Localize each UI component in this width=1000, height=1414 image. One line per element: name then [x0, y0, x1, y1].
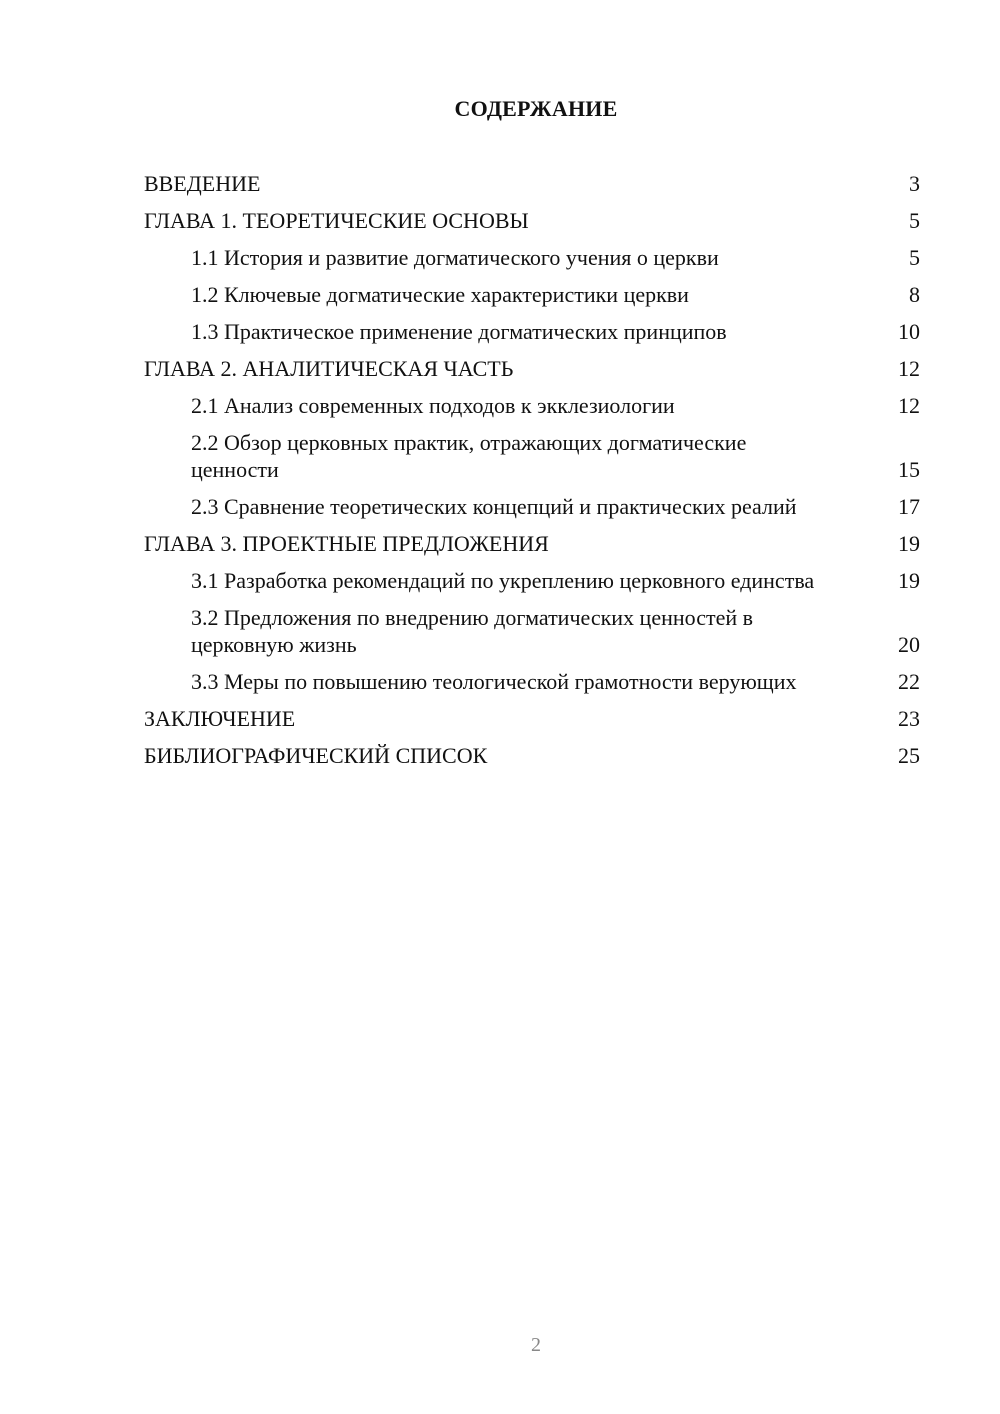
toc-entry-label: 1.3 Практическое применение догматических принципов [191, 319, 727, 344]
toc-entry-label: 2.3 Сравнение теоретических концепций и практических реалий [191, 494, 797, 519]
toc-entry-page: 5 [909, 245, 920, 270]
toc-entry-section-2-2[interactable] [144, 429, 920, 483]
toc-entry-page: 23 [898, 706, 920, 731]
toc-entry-section-1-1[interactable] [144, 244, 920, 271]
toc-entry-page: 8 [909, 282, 920, 307]
toc-entry-page: 19 [898, 568, 920, 593]
toc-entry-section-1-3[interactable] [144, 318, 920, 345]
toc-entry-section-3-1[interactable] [144, 567, 920, 594]
toc-entry-section-1-2[interactable] [144, 281, 920, 308]
toc-entry-page: 20 [898, 632, 920, 657]
toc-title: СОДЕРЖАНИЕ [454, 96, 618, 121]
toc-entry-section-2-1[interactable] [144, 392, 920, 419]
toc-entry-bibliography[interactable] [144, 742, 920, 769]
toc-entry-chapter-2[interactable] [144, 355, 920, 382]
toc-entry-page: 25 [898, 743, 920, 768]
toc-entry-page: 10 [898, 319, 920, 344]
toc-entry-label: 1.2 Ключевые догматические характеристики церкви [191, 282, 689, 307]
toc-entry-chapter-1[interactable] [144, 207, 920, 234]
toc-entry-chapter-3[interactable] [144, 530, 920, 557]
toc-entry-section-2-3[interactable] [144, 493, 920, 520]
toc-entry-page: 12 [898, 356, 920, 381]
toc-entry-label: ГЛАВА 2. АНАЛИТИЧЕСКАЯ ЧАСТЬ [144, 356, 514, 381]
toc-entry-label: ВВЕДЕНИЕ [144, 171, 261, 196]
toc-entry-label: 1.1 История и развитие догматического учения о церкви [191, 245, 719, 270]
toc-entry-introduction[interactable] [144, 170, 920, 197]
toc-entry-label: 3.1 Разработка рекомендаций по укреплению церковного единства [191, 568, 815, 593]
page-number: 2 [531, 1334, 541, 1356]
toc-entry-page: 12 [898, 393, 920, 418]
toc-entry-label: 3.3 Меры по повышению теологической грамотности верующих [191, 669, 797, 694]
toc-entry-page: 17 [898, 494, 920, 519]
toc-entry-label: 3.2 Предложения по внедрению догматических ценностей в церковную жизнь [191, 605, 753, 657]
toc-entry-label: 2.1 Анализ современных подходов к экклезиологии [191, 393, 675, 418]
toc-entry-label: ГЛАВА 3. ПРОЕКТНЫЕ ПРЕДЛОЖЕНИЯ [144, 531, 549, 556]
toc-entry-page: 19 [898, 531, 920, 556]
toc-entry-section-3-3[interactable] [144, 668, 920, 695]
toc-entry-section-3-2[interactable] [144, 604, 920, 658]
toc-entry-page: 15 [898, 457, 920, 482]
toc-entry-page: 3 [909, 171, 920, 196]
toc-entry-conclusion[interactable] [144, 705, 920, 732]
toc-entry-page: 22 [898, 669, 920, 694]
table-of-contents [144, 170, 920, 779]
toc-entry-page: 5 [909, 208, 920, 233]
toc-entry-label: 2.2 Обзор церковных практик, отражающих догматические ценности [191, 430, 747, 482]
toc-entry-label: ЗАКЛЮЧЕНИЕ [144, 706, 296, 731]
toc-entry-label: ГЛАВА 1. ТЕОРЕТИЧЕСКИЕ ОСНОВЫ [144, 208, 529, 233]
toc-entry-label: БИБЛИОГРАФИЧЕСКИЙ СПИСОК [144, 743, 488, 768]
